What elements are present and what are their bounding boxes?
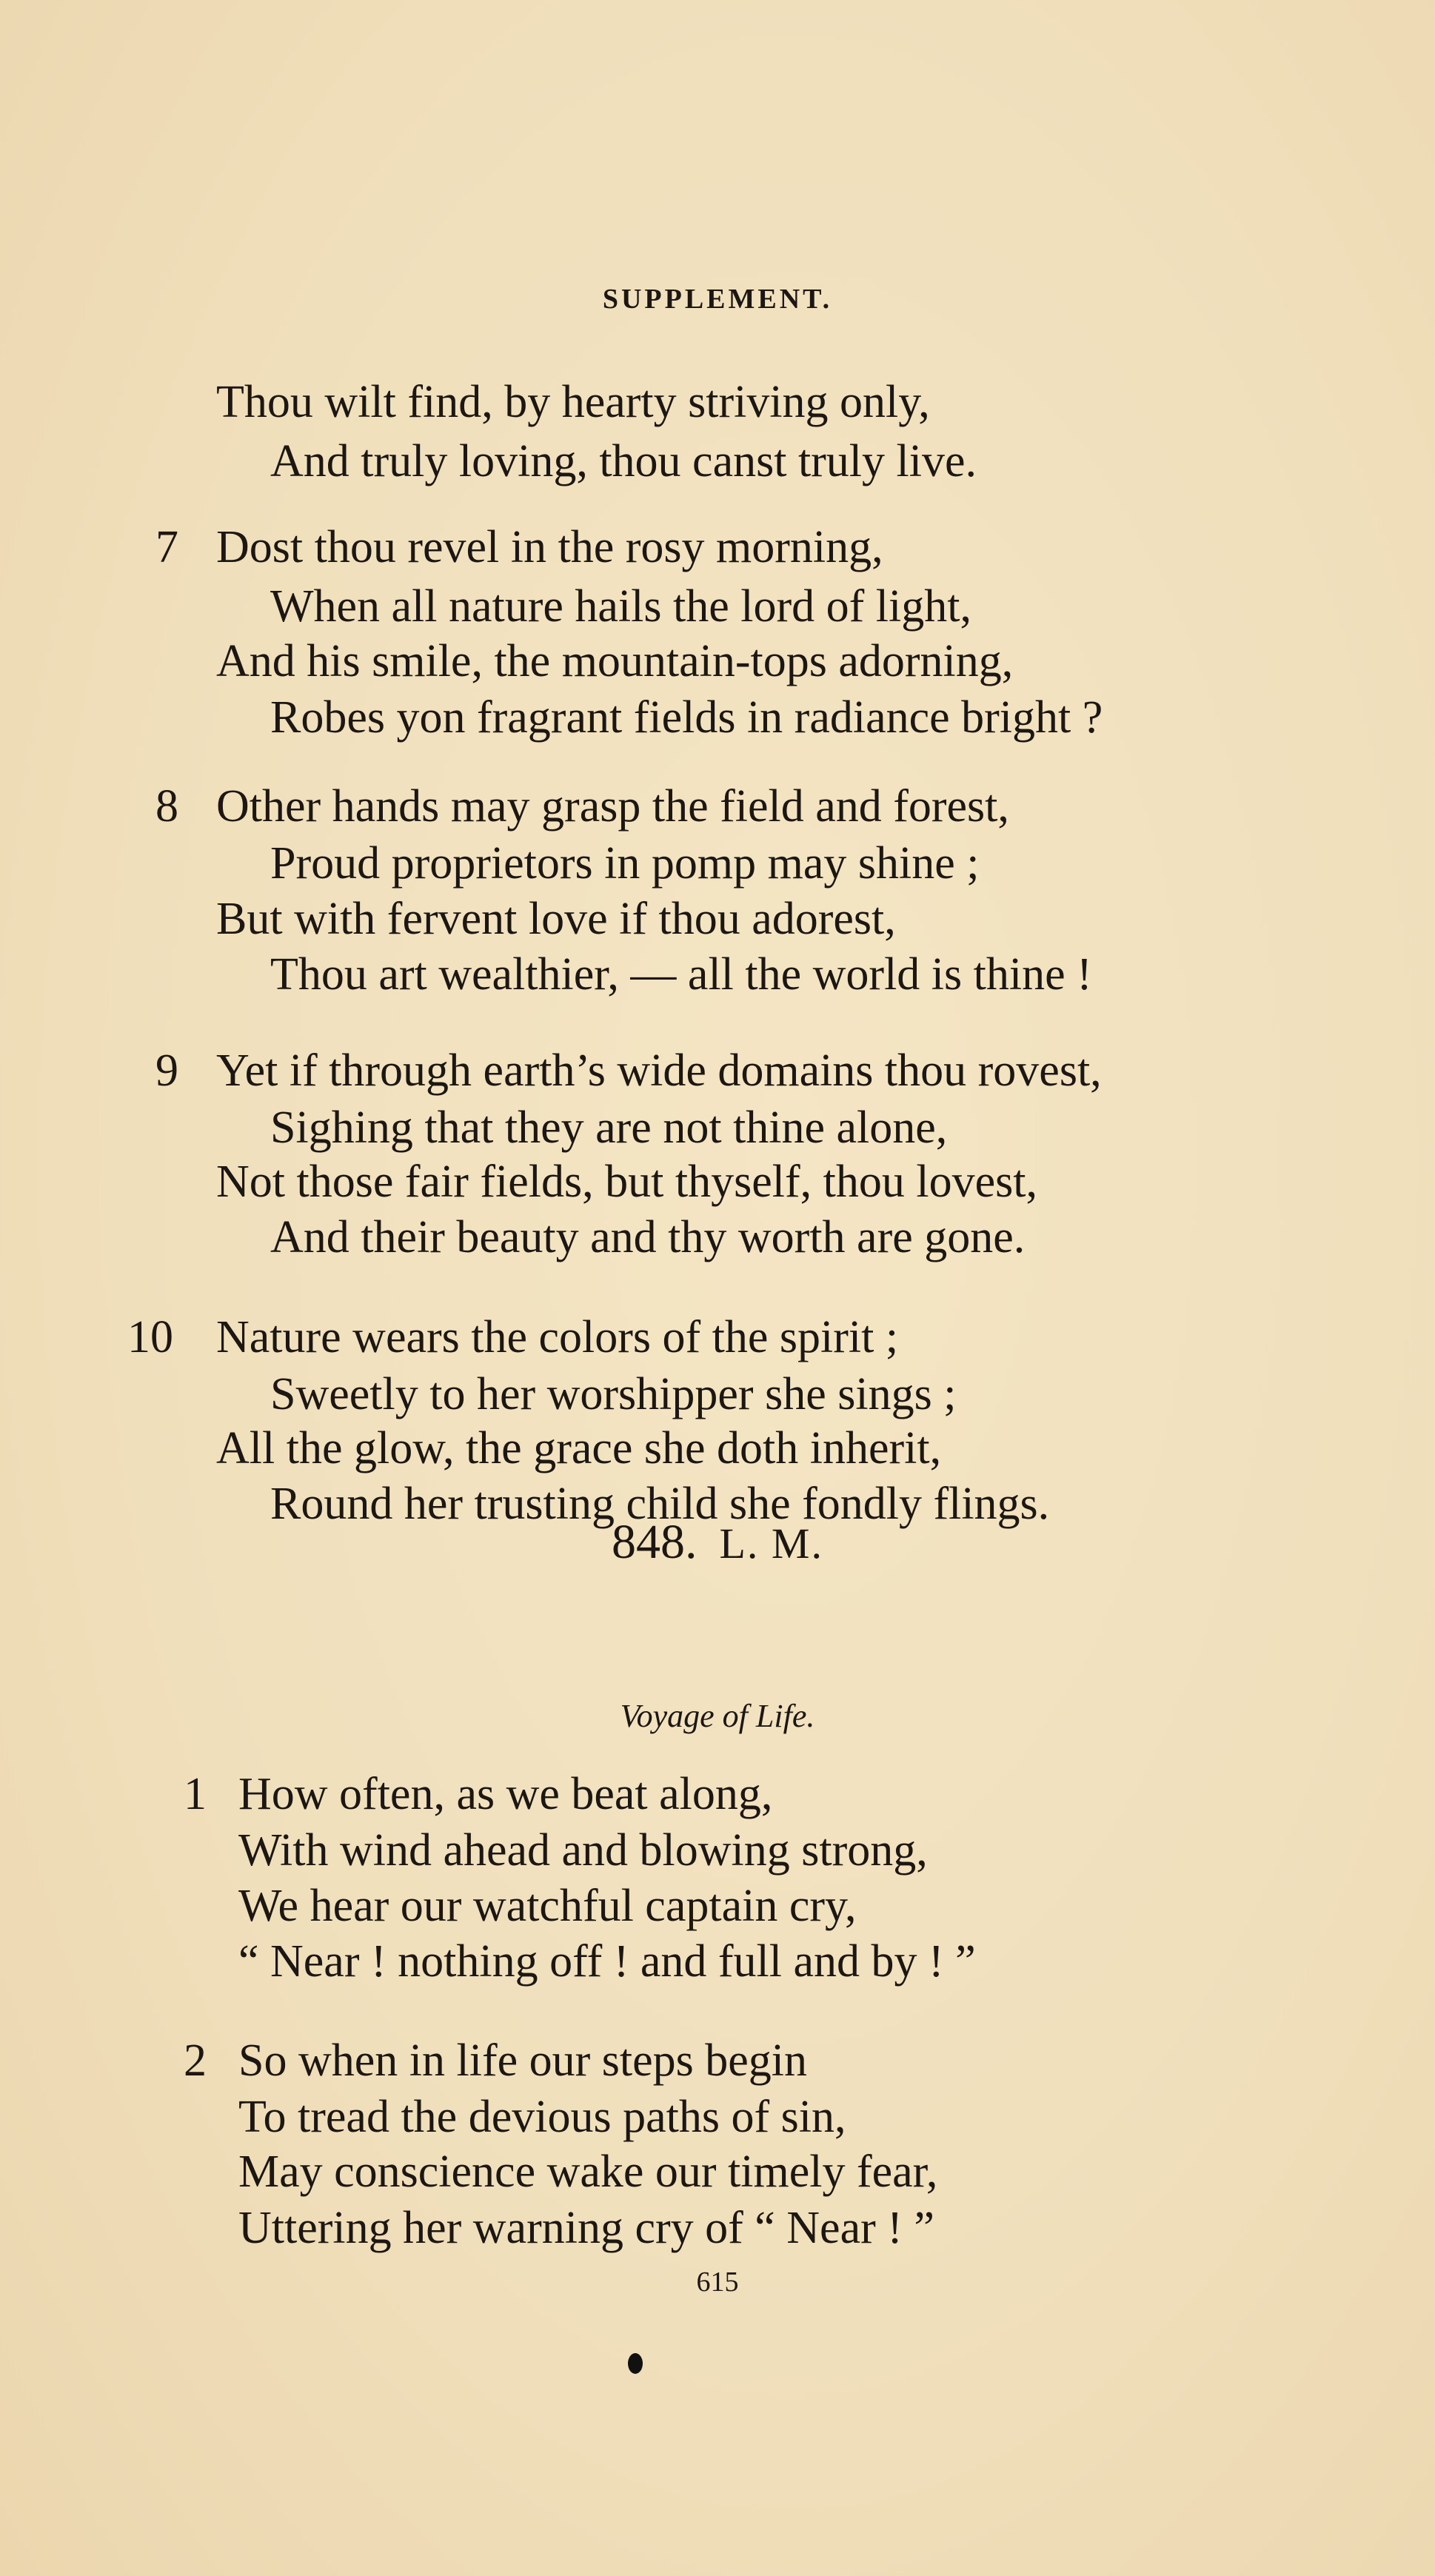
verse-line: And his smile, the mountain-tops adorning, xyxy=(216,636,1014,686)
verse-line: To tread the devious paths of sin, xyxy=(238,2092,846,2142)
verse-line: Dost thou revel in the rosy morning, xyxy=(216,522,883,572)
verse-line: All the glow, the grace she doth inherit, xyxy=(216,1423,942,1473)
stanza-number: 7 xyxy=(155,522,178,572)
verse-line: We hear our watchful captain cry, xyxy=(238,1881,857,1931)
verse-line: With wind ahead and blowing strong, xyxy=(238,1825,928,1876)
verse-line: So when in life our steps begin xyxy=(238,2035,808,2086)
stanza-number: 2 xyxy=(184,2035,207,2086)
hymn-number: 848. xyxy=(612,1515,698,1569)
verse-line: How often, as we beat along, xyxy=(238,1769,773,1819)
page-number: 615 xyxy=(696,2266,739,2298)
verse-line: Not those fair fields, but thyself, thou lovest, xyxy=(216,1157,1037,1207)
verse-line: Yet if through earth’s wide domains thou rovest, xyxy=(216,1046,1102,1096)
verse-line: Sweetly to her worshipper she sings ; xyxy=(270,1369,957,1419)
verse-line: Uttering her warning cry of “ Near ! ” xyxy=(238,2203,934,2253)
verse-line: “ Near ! nothing off ! and full and by ! ” xyxy=(238,1936,976,1987)
verse-line: Thou wilt find, by hearty striving only, xyxy=(216,377,930,427)
hymn-meter: L. M. xyxy=(719,1519,823,1568)
stanza-number: 10 xyxy=(127,1312,173,1362)
hymn-heading xyxy=(0,1514,1435,1570)
verse-line: Round her trusting child she fondly flings. xyxy=(270,1479,1050,1529)
stanza-number: 8 xyxy=(155,781,178,832)
verse-line: When all nature hails the lord of light, xyxy=(270,581,971,632)
verse-line: And truly loving, thou canst truly live. xyxy=(270,436,977,486)
verse-line: Robes yon fragrant fields in radiance bright ? xyxy=(270,692,1103,743)
verse-line: But with fervent love if thou adorest, xyxy=(216,894,896,944)
verse-line: Nature wears the colors of the spirit ; xyxy=(216,1312,899,1362)
ink-dot xyxy=(628,2353,643,2374)
verse-line: Sighing that they are not thine alone, xyxy=(270,1103,948,1153)
verse-line: Other hands may grasp the field and forest, xyxy=(216,781,1009,832)
stanza-number: 9 xyxy=(155,1046,178,1096)
verse-line: May conscience wake our timely fear, xyxy=(238,2147,938,2197)
running-header: SUPPLEMENT. xyxy=(602,284,833,315)
hymn-title: Voyage of Life. xyxy=(620,1698,815,1734)
verse-line: Proud proprietors in pomp may shine ; xyxy=(270,838,980,889)
verse-line: And their beauty and thy worth are gone. xyxy=(270,1212,1026,1262)
verse-line: Thou art wealthier, — all the world is thine ! xyxy=(270,949,1092,1000)
stanza-number: 1 xyxy=(184,1769,207,1819)
